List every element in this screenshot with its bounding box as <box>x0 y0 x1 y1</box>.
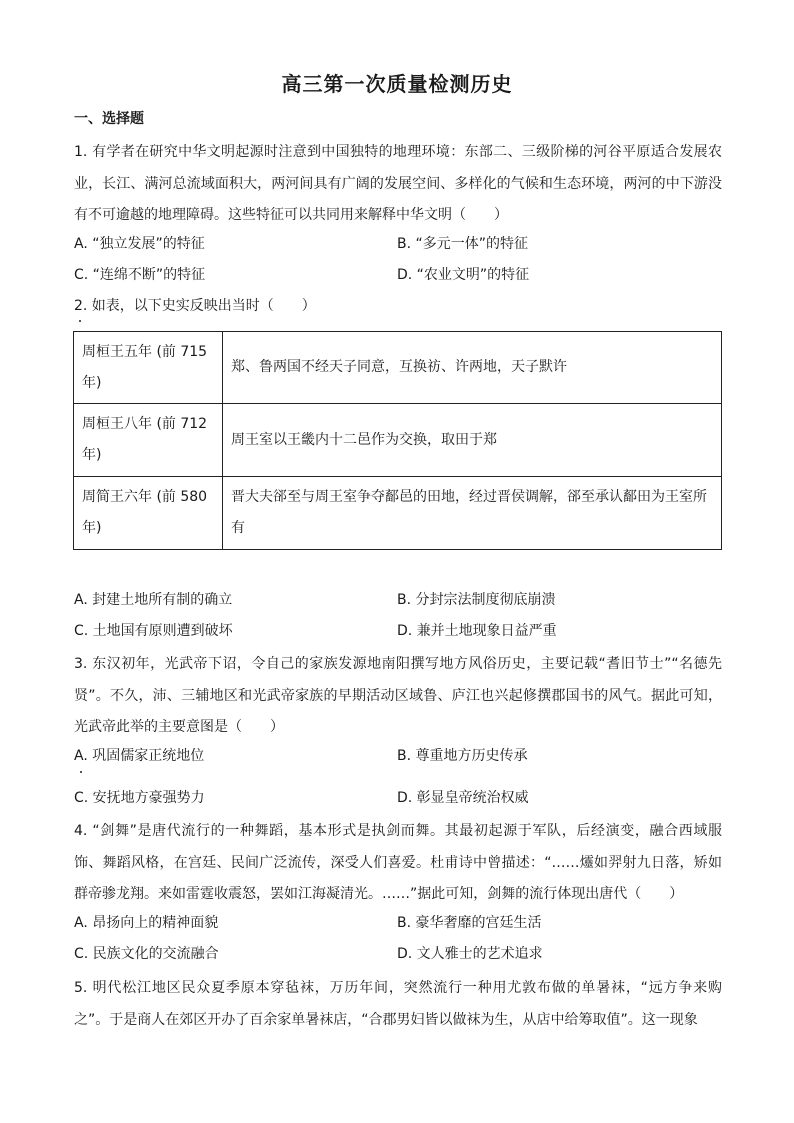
stray-dot <box>80 771 82 773</box>
question-3-option-b[interactable]: B. 尊重地方历史传承 <box>397 748 528 764</box>
table-cell-event: 郑、鲁两国不经天子同意，互换祊、许两地，天子默许 <box>223 332 722 404</box>
section-heading: 一、选择题 <box>74 111 144 127</box>
question-1-stem: 1. 有学者在研究中华文明起源时注意到中国独特的地理环境：东部二、三级阶梯的河谷平原适合发展农业，长江、满河总流域面积大，两河间具有广阔的发展空间、多样化的气候和生态环境，两河的中下游没有不可逾越的地理障碍。这些特征可以共同用来解释中华文明（ ） <box>74 144 722 223</box>
question-4-option-c[interactable]: C. 民族文化的交流融合 <box>74 946 219 962</box>
question-2-option-a[interactable]: A. 封建土地所有制的确立 <box>74 592 233 608</box>
question-5-stem: 5. 明代松江地区民众夏季原本穿毡袜，万历年间，突然流行一种用尤敦布做的单暑袜，“远方争来购之”。于是商人在郊区开办了百余家单暑袜店，“合郡男妇皆以做袜为生，从店中给筹取值”。这一现象 <box>74 980 722 1028</box>
table-cell-date: 周简王六年 (前 580 年) <box>74 477 223 550</box>
table-cell-event: 晋大夫郤至与周王室争夺鄐邑的田地，经过晋侯调解，郤至承认鄐田为王室所有 <box>223 477 722 550</box>
question-4-option-b[interactable]: B. 豪华奢靡的宫廷生活 <box>397 915 542 931</box>
question-2-stem: 2. 如表，以下史实反映出当时（ ） <box>74 298 316 314</box>
question-3-stem: 3. 东汉初年，光武帝下诏，令自己的家族发源地南阳撰写地方风俗历史，主要记载“耆旧节士”“名德先贤”。不久，沛、三辅地区和光武帝家族的早期活动区域鲁、庐江也兴起修撰郡国书的风气。据此可知，光武帝此举的主要意图是（ ） <box>74 656 722 735</box>
table-row <box>74 404 722 477</box>
question-4-stem: 4. “剑舞”是唐代流行的一种舞蹈，基本形式是执剑而舞。其最初起源于军队，后经演变，融合西域服饰、舞蹈风格，在宫廷、民间广泛流传，深受人们喜爱。杜甫诗中曾描述：“……爧如羿射九日落，矫如群帝骖龙翔。来如雷霆收震怒，罢如江海凝清光。……”据此可知，剑舞的流行体现出唐代（ ） <box>74 823 722 902</box>
question-4-option-d[interactable]: D. 文人雅士的艺术追求 <box>397 946 543 962</box>
question-3-option-a[interactable]: A. 巩固儒家正统地位 <box>74 748 205 764</box>
page-title: 高三第一次质量检测历史 <box>281 72 513 96</box>
question-3-option-d[interactable]: D. 彰显皇帝统治权威 <box>397 790 529 806</box>
table-cell-date: 周桓王八年 (前 712 年) <box>74 404 223 477</box>
table-row <box>74 477 722 550</box>
table-row <box>74 332 722 404</box>
question-1-option-b[interactable]: B. “多元一体”的特征 <box>397 236 529 252</box>
question-2-option-d[interactable]: D. 兼并土地现象日益严重 <box>397 623 557 639</box>
history-table <box>73 331 722 550</box>
table-cell-event: 周王室以王畿内十二邑作为交换，取田于郑 <box>223 404 722 477</box>
stray-dot <box>79 320 81 322</box>
question-3-option-c[interactable]: C. 安抚地方豪强势力 <box>74 790 205 806</box>
question-1-option-d[interactable]: D. “农业文明”的特征 <box>397 267 530 283</box>
table-cell-date: 周桓王五年 (前 715 年) <box>74 332 223 404</box>
question-1-option-a[interactable]: A. “独立发展”的特征 <box>74 236 205 252</box>
question-1-option-c[interactable]: C. “连绵不断”的特征 <box>74 267 206 283</box>
question-2-option-b[interactable]: B. 分封宗法制度彻底崩溃 <box>397 592 556 608</box>
question-2-option-c[interactable]: C. 土地国有原则遭到破坏 <box>74 623 233 639</box>
question-4-option-a[interactable]: A. 昂扬向上的精神面貌 <box>74 915 219 931</box>
